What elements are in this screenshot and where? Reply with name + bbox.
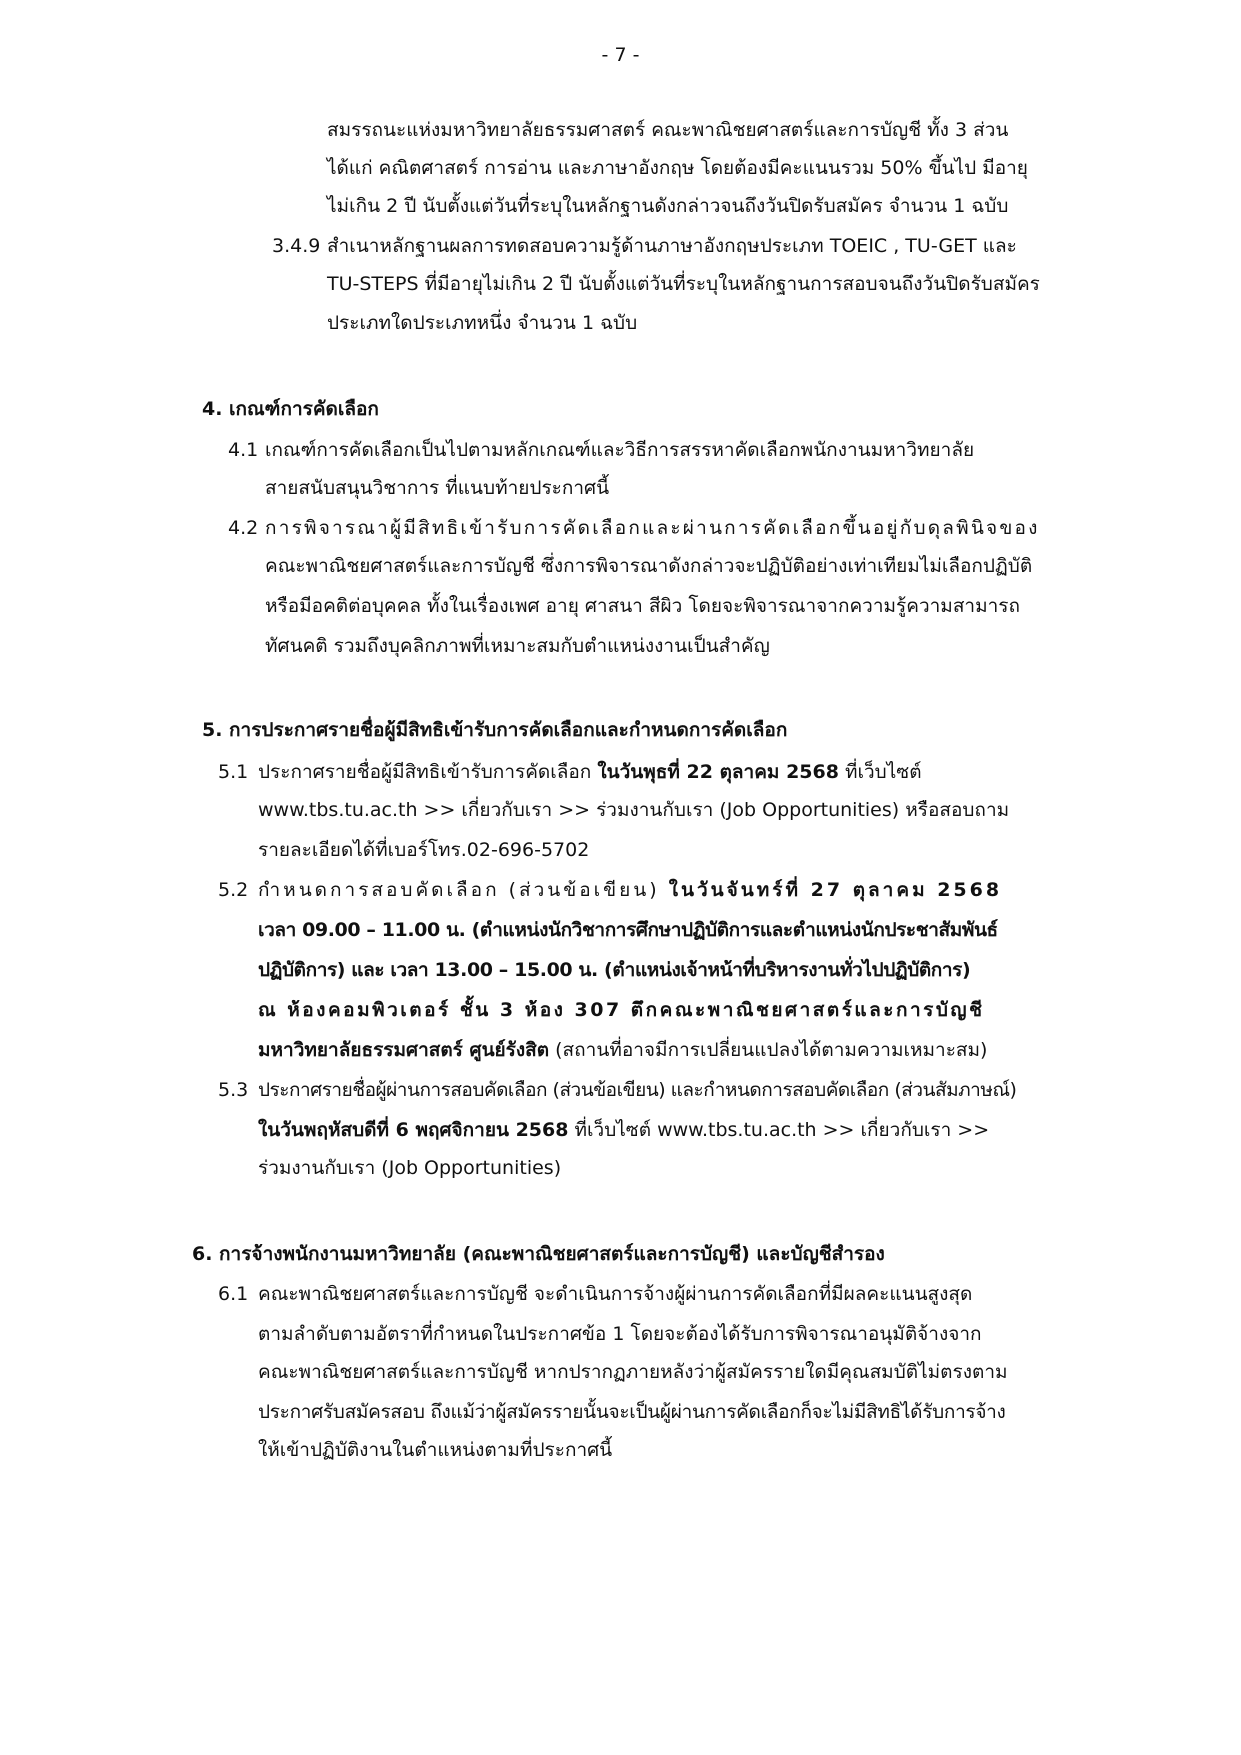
item-4-2-line: การพิจารณาผู้มีสิทธิเข้ารับการคัดเลือกและผ่านการคัดเลือกขึ้นอยู่กับดุลพินิจของ bbox=[265, 517, 1040, 539]
item-5-3-text: ที่เว็บไซต์ www.tbs.tu.ac.th >> เกี่ยวกับเรา >> bbox=[568, 1119, 990, 1141]
continuation-line: ไม่เกิน 2 ปี นับตั้งแต่วันที่ระบุในหลักฐานดังกล่าวจนถึงวันปิดรับสมัคร จำนวน 1 ฉบับ bbox=[327, 195, 1009, 217]
item-5-1-text: ประกาศรายชื่อผู้มีสิทธิเข้ารับการคัดเลือก bbox=[258, 761, 598, 783]
item-4-2-line: ทัศนคติ รวมถึงบุคลิกภาพที่เหมาะสมกับตำแหน่งงานเป็นสำคัญ bbox=[265, 635, 770, 657]
item-6-1-line: ประกาศรับสมัครสอบ ถึงแม้ว่าผู้สมัครรายนั้นจะเป็นผู้ผ่านการคัดเลือกก็จะไม่มีสิทธิได้รับการจ้าง bbox=[258, 1401, 1006, 1423]
item-number: 6.1 bbox=[218, 1283, 249, 1305]
item-5-1-line: www.tbs.tu.ac.th >> เกี่ยวกับเรา >> ร่วมงานกับเรา (Job Opportunities) หรือสอบถาม bbox=[258, 799, 1010, 821]
item-5-3-line: ร่วมงานกับเรา (Job Opportunities) bbox=[258, 1157, 562, 1179]
item-3-4-9-line: ประเภทใดประเภทหนึ่ง จำนวน 1 ฉบับ bbox=[327, 312, 638, 334]
item-5-3-line: ประกาศรายชื่อผู้ผ่านการสอบคัดเลือก (ส่วนข้อเขียน) และกำหนดการสอบคัดเลือก (ส่วนสัมภาษณ์) bbox=[258, 1079, 1017, 1101]
item-5-2-text: กำหนดการสอบคัดเลือก (ส่วนข้อเขียน) bbox=[258, 879, 669, 901]
item-5-2-line: ปฏิบัติการ) และ เวลา 13.00 – 15.00 น. (ตำแหน่งเจ้าหน้าที่บริหารงานทั่วไปปฏิบัติการ) bbox=[258, 959, 971, 981]
section-4-heading: 4. เกณฑ์การคัดเลือก bbox=[202, 398, 379, 420]
item-number: 4.1 bbox=[228, 439, 259, 461]
item-4-1-line: สายสนับสนุนวิชาการ ที่แนบท้ายประกาศนี้ bbox=[265, 477, 610, 499]
item-5-2-location: มหาวิทยาลัยธรรมศาสตร์ ศูนย์รังสิต bbox=[258, 1039, 550, 1061]
item-6-1-line: ให้เข้าปฏิบัติงานในตำแหน่งตามที่ประกาศนี้ bbox=[258, 1439, 613, 1461]
item-number: 4.2 bbox=[228, 517, 259, 539]
item-5-1-line bbox=[258, 758, 922, 786]
item-4-1-line: เกณฑ์การคัดเลือกเป็นไปตามหลักเกณฑ์และวิธีการสรรหาคัดเลือกพนักงานมหาวิทยาลัย bbox=[265, 439, 975, 461]
page-number: - 7 - bbox=[601, 44, 640, 66]
item-5-1-date: ในวันพุธที่ 22 ตุลาคม 2568 bbox=[597, 761, 839, 783]
continuation-line: สมรรถนะแห่งมหาวิทยาลัยธรรมศาสตร์ คณะพาณิชยศาสตร์และการบัญชี ทั้ง 3 ส่วน bbox=[327, 119, 1009, 141]
item-4-2-line: คณะพาณิชยศาสตร์และการบัญชี ซึ่งการพิจารณาดังกล่าวจะปฏิบัติอย่างเท่าเทียมไม่เลือกปฏิบัติ bbox=[265, 555, 1033, 577]
item-5-3-date: ในวันพฤหัสบดีที่ 6 พฤศจิกายน 2568 bbox=[258, 1119, 569, 1141]
item-6-1-line: ตามลำดับตามอัตราที่กำหนดในประกาศข้อ 1 โดยจะต้องได้รับการพิจารณาอนุมัติจ้างจาก bbox=[258, 1323, 982, 1345]
item-number: 5.2 bbox=[218, 879, 249, 901]
section-6-heading: 6. การจ้างพนักงานมหาวิทยาลัย (คณะพาณิชยศาสตร์และการบัญชี) และบัญชีสำรอง bbox=[192, 1243, 885, 1265]
item-number: 5.1 bbox=[218, 761, 249, 783]
item-5-3-line bbox=[258, 1116, 989, 1144]
item-5-2-date: ในวันจันทร์ที่ 27 ตุลาคม 2568 bbox=[668, 879, 1003, 901]
item-6-1-line: คณะพาณิชยศาสตร์และการบัญชี จะดำเนินการจ้างผู้ผ่านการคัดเลือกที่มีผลคะแนนสูงสุด bbox=[258, 1283, 973, 1305]
section-5-heading: 5. การประกาศรายชื่อผู้มีสิทธิเข้ารับการคัดเลือกและกำหนดการคัดเลือก bbox=[202, 719, 788, 741]
item-number: 3.4.9 bbox=[272, 235, 321, 257]
item-5-2-line bbox=[258, 1036, 987, 1064]
continuation-line: ได้แก่ คณิตศาสตร์ การอ่าน และภาษาอังกฤษ โดยต้องมีคะแนนรวม 50% ขึ้นไป มีอายุ bbox=[327, 157, 1028, 179]
item-5-2-text: (สถานที่อาจมีการเปลี่ยนแปลงได้ตามความเหมาะสม) bbox=[549, 1039, 988, 1061]
item-3-4-9-line: TU-STEPS ที่มีอายุไม่เกิน 2 ปี นับตั้งแต่วันที่ระบุในหลักฐานการสอบจนถึงวันปิดรับสมัคร bbox=[327, 273, 1040, 295]
item-number: 5.3 bbox=[218, 1079, 249, 1101]
item-5-1-line: รายละเอียดได้ที่เบอร์โทร.02-696-5702 bbox=[258, 839, 590, 861]
item-5-2-line bbox=[258, 876, 1002, 904]
item-3-4-9-line: สำเนาหลักฐานผลการทดสอบความรู้ด้านภาษาอังกฤษประเภท TOEIC , TU-GET และ bbox=[327, 235, 1017, 257]
item-5-1-text: ที่เว็บไซต์ bbox=[838, 761, 922, 783]
item-6-1-line: คณะพาณิชยศาสตร์และการบัญชี หากปรากฏภายหลังว่าผู้สมัครรายใดมีคุณสมบัติไม่ตรงตาม bbox=[258, 1361, 1008, 1383]
item-5-2-line: เวลา 09.00 – 11.00 น. (ตำแหน่งนักวิชาการศึกษาปฏิบัติการและตำแหน่งนักประชาสัมพันธ์ bbox=[258, 919, 998, 941]
item-5-2-line: ณ ห้องคอมพิวเตอร์ ชั้น 3 ห้อง 307 ตึกคณะพาณิชยศาสตร์และการบัญชี bbox=[258, 999, 985, 1021]
item-4-2-line: หรือมีอคติต่อบุคคล ทั้งในเรื่องเพศ อายุ ศาสนา สีผิว โดยจะพิจารณาจากความรู้ความสามารถ bbox=[265, 595, 1020, 617]
